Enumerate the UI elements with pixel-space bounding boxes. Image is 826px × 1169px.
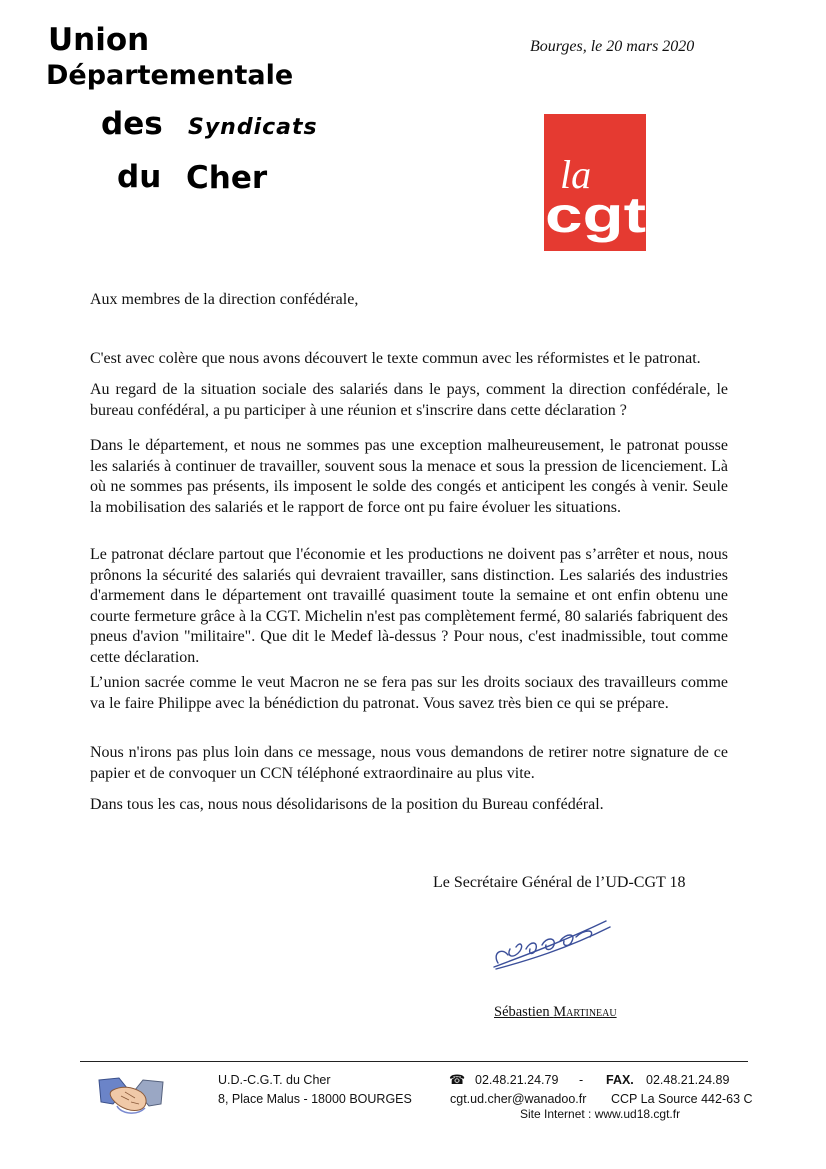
salutation: Aux membres de la direction confédérale, bbox=[90, 291, 359, 308]
footer-fax-label: FAX. bbox=[606, 1073, 634, 1087]
footer-fax: 02.48.21.24.89 bbox=[646, 1073, 730, 1087]
signatory-name bbox=[494, 1004, 617, 1021]
handshake-icon bbox=[97, 1074, 165, 1118]
logo-script-text: la bbox=[560, 152, 592, 197]
letterhead-syndicats: Syndicats bbox=[188, 115, 318, 140]
handwritten-signature bbox=[480, 905, 632, 983]
paragraph: Au regard de la situation sociale des salariés dans le pays, comment la direction confédérale, le bureau confédéral, a pu participer à une réunion et s'inscrire dans cette déclaration ? bbox=[90, 381, 728, 419]
signatory-first-name: Sébastien bbox=[494, 1004, 550, 1020]
footer-ccp: CCP La Source 442-63 C bbox=[611, 1092, 753, 1106]
letter-date: Bourges, le 20 mars 2020 bbox=[530, 38, 695, 55]
paragraph: C'est avec colère que nous avons découvert le texte commun avec les réformistes et le patronat. bbox=[90, 350, 701, 367]
paragraph: Dans le département, et nous ne sommes pas une exception malheureusement, le patronat pousse les salariés à continuer de travailler, souvent sous la menace et sous la pression de licenciement. Là où ne sommes pas présents, ils imposent le solde des congés et anticipent les congés à venir. Seule la mobilisation des salariés et le rapport de force ont pu faire évoluer les situations. bbox=[90, 437, 728, 516]
logo-main-text: cgt bbox=[545, 187, 646, 243]
telephone-icon: ☎ bbox=[449, 1072, 466, 1087]
paragraph: Dans tous les cas, nous nous désolidarisons de la position du Bureau confédéral. bbox=[90, 796, 604, 813]
letterhead-union: Union bbox=[48, 22, 150, 58]
cgt-logo bbox=[544, 114, 646, 251]
paragraph: L’union sacrée comme le veut Macron ne se fera pas sur les droits sociaux des travailleurs comme va le faire Philippe avec la bénédiction du patronat. Vous savez très bien ce qui se prépare. bbox=[90, 674, 728, 712]
footer-phone: 02.48.21.24.79 bbox=[475, 1073, 559, 1087]
footer-organization: U.D.-C.G.T. du Cher bbox=[218, 1073, 331, 1087]
letterhead-des: des bbox=[101, 106, 163, 142]
paragraph: Le patronat déclare partout que l'économie et les productions ne doivent pas s’arrêter et nous, nous prônons la sécurité des salariés qui devraient travailler, sans distinction. Les salariés des industries d'armement dans le département ont travaillé quasiment toute la semaine et ont enfin obtenu une courte fermeture grâce à la CGT. Michelin n'est pas complètement fermé, 80 salariés fabriquent des pneus d'avion "militaire". Que dit le Medef là-dessus ? Pour nous, c'est inadmissible, tout comme cette déclaration. bbox=[90, 546, 728, 666]
letterhead-cher: Cher bbox=[186, 160, 268, 196]
letterhead-du: du bbox=[117, 159, 162, 195]
footer-address: 8, Place Malus - 18000 BOURGES bbox=[218, 1092, 412, 1106]
footer-email: cgt.ud.cher@wanadoo.fr bbox=[450, 1092, 587, 1106]
paragraph: Nous n'irons pas plus loin dans ce message, nous vous demandons de retirer notre signature de ce papier et de convoquer un CCN téléphoné extraordinaire au plus vite. bbox=[90, 744, 728, 782]
footer-website: Site Internet : www.ud18.cgt.fr bbox=[520, 1107, 681, 1121]
footer-divider bbox=[80, 1061, 748, 1062]
signatory-title: Le Secrétaire Général de l’UD-CGT 18 bbox=[433, 874, 686, 891]
signatory-last-name: Martineau bbox=[553, 1004, 617, 1020]
letterhead-departementale: Départementale bbox=[46, 60, 294, 91]
footer-separator: - bbox=[579, 1073, 584, 1087]
